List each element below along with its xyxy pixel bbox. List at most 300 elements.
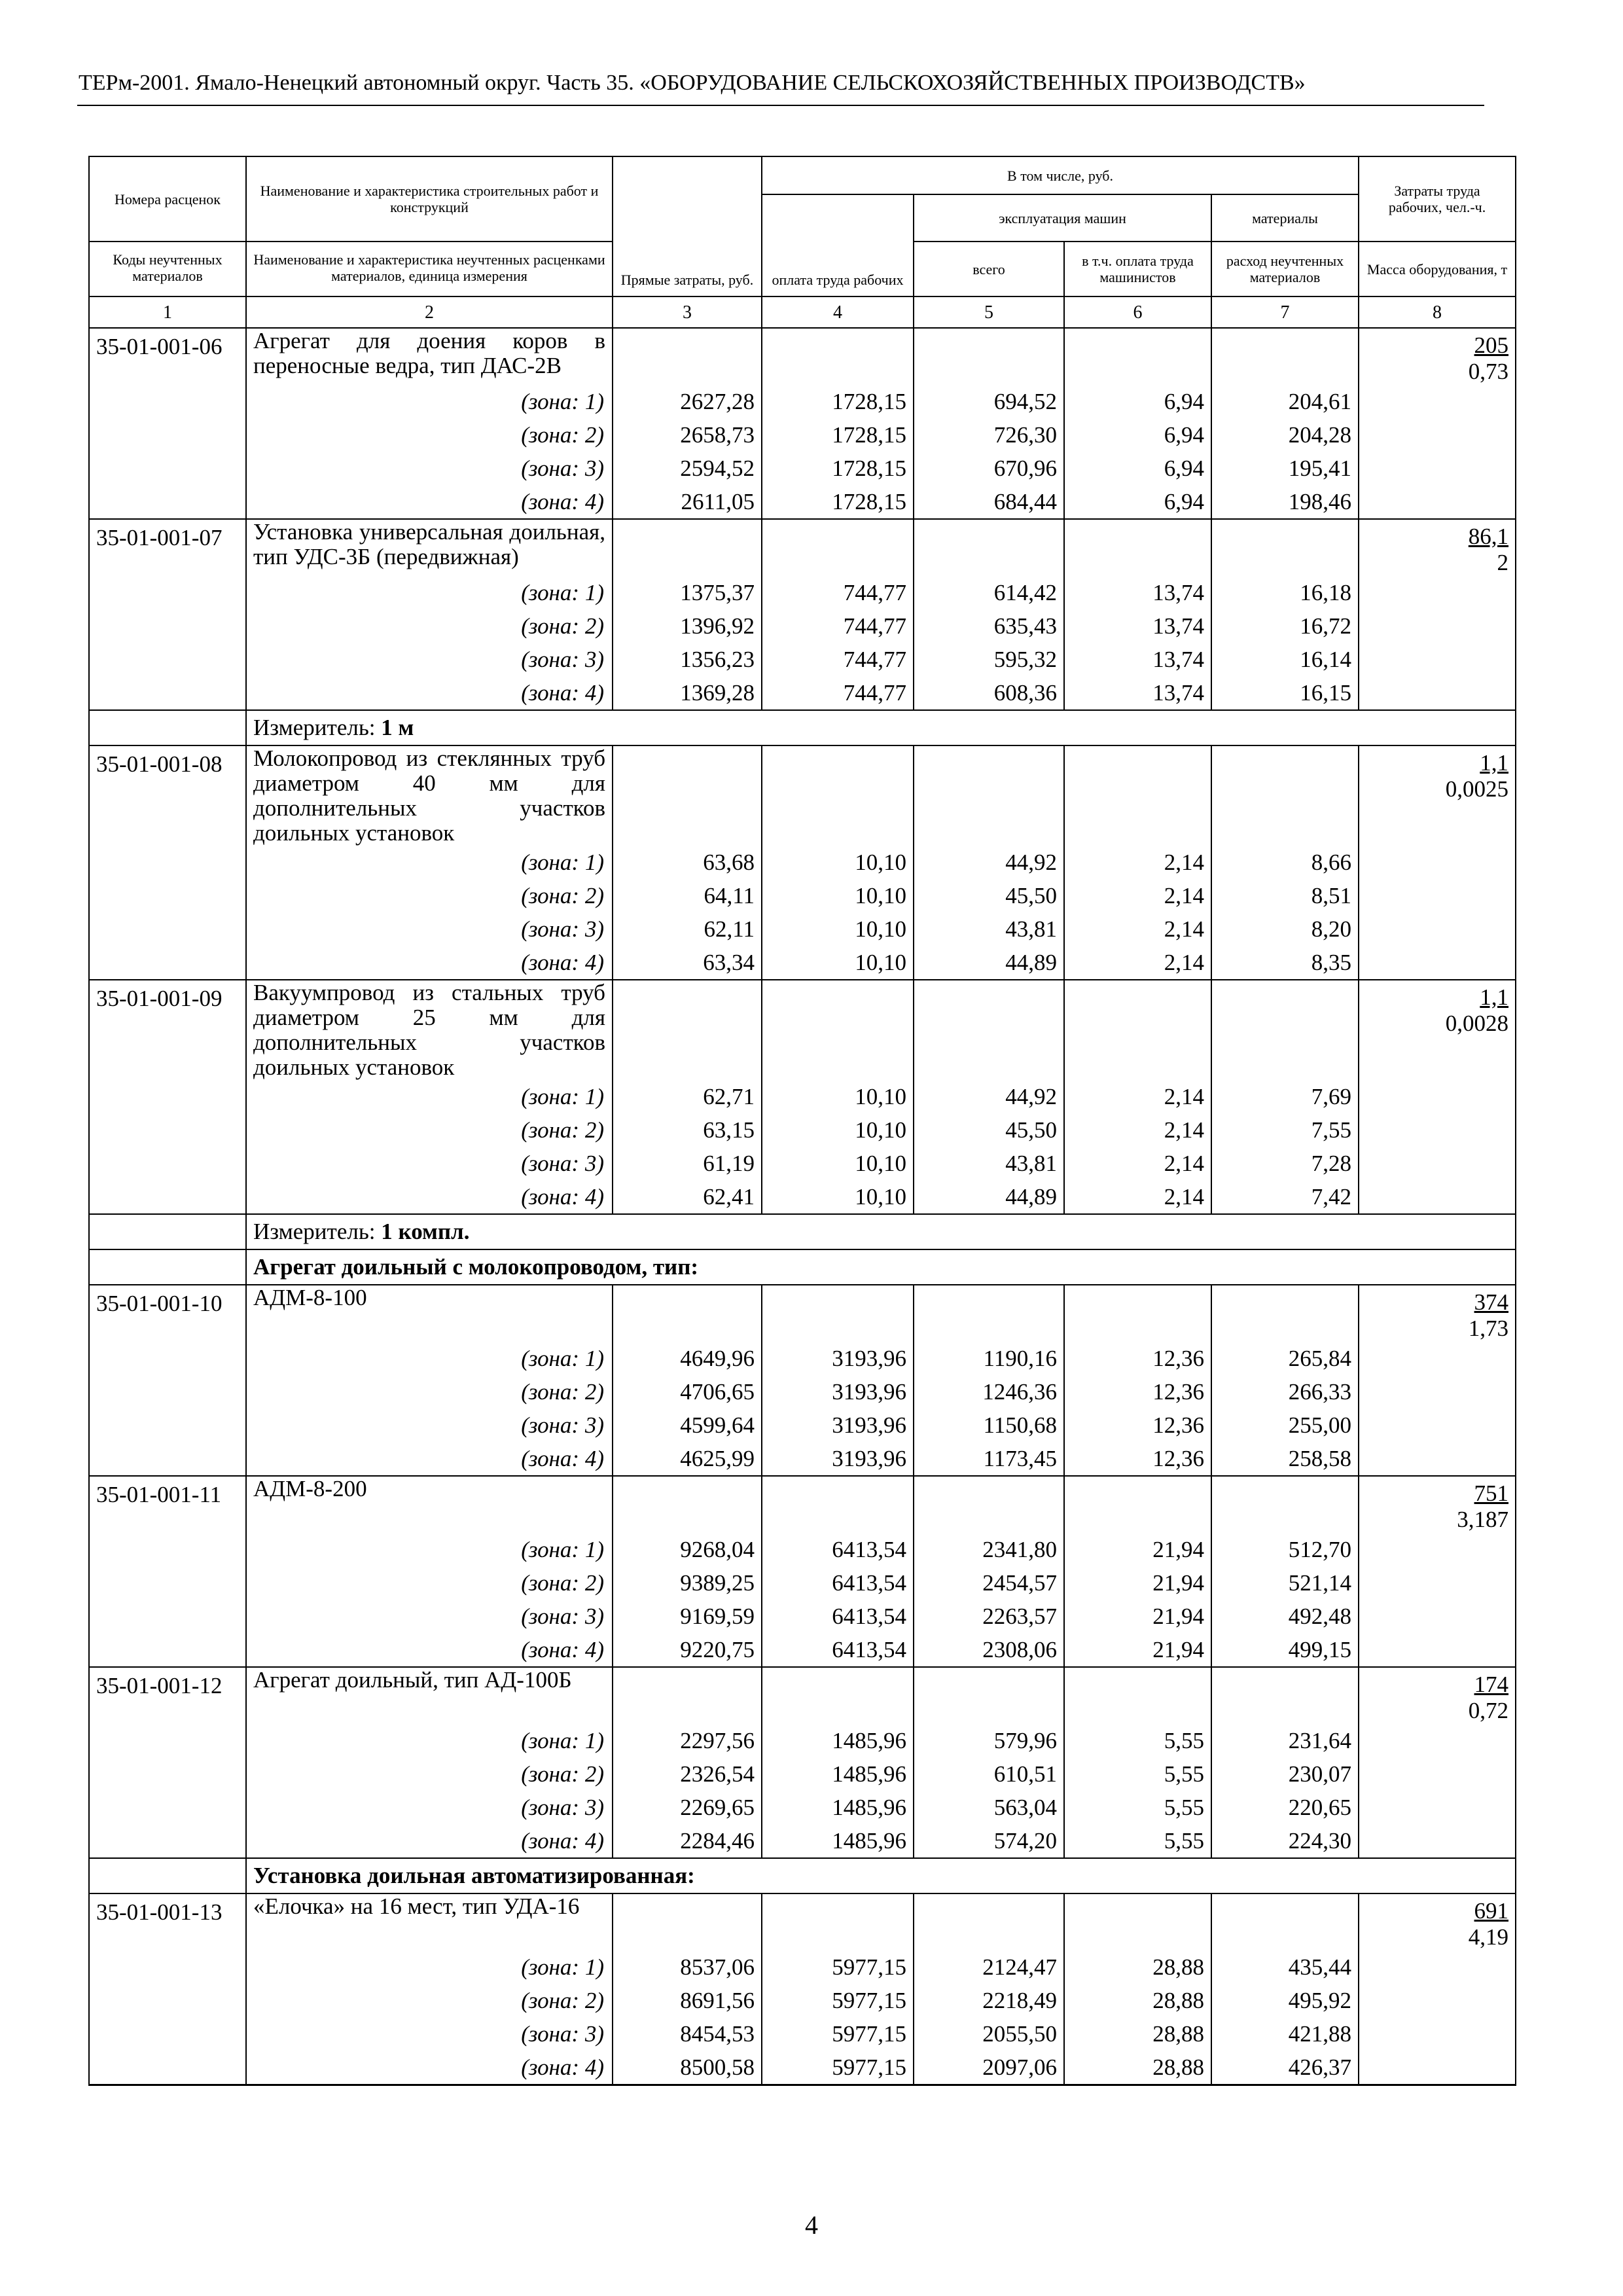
machines-total: 2308,06 [914, 1633, 1064, 1667]
empty-cell [1359, 1113, 1516, 1147]
empty-cell [613, 1285, 762, 1342]
empty-cell [1359, 485, 1516, 519]
empty-cell [1359, 676, 1516, 710]
zone-row [89, 1342, 1516, 1375]
operator-pay: 13,74 [1064, 609, 1211, 643]
machines-total: 2263,57 [914, 1600, 1064, 1633]
rate-name: Агрегат для доения коров в переносные ведра, тип ДАС-2В [246, 328, 613, 385]
labor-pay: 744,77 [762, 643, 914, 676]
labor-pay: 3193,96 [762, 1442, 914, 1476]
labor-pay: 744,77 [762, 576, 914, 609]
zone-label: (зона: 4) [246, 485, 613, 519]
section-label [246, 1249, 1516, 1285]
rates-table [88, 156, 1516, 2086]
empty-cell [89, 1375, 246, 1408]
section-row [89, 1858, 1516, 1893]
operator-pay: 28,88 [1064, 2051, 1211, 2085]
materials: 426,37 [1211, 2051, 1359, 2085]
operator-pay: 21,94 [1064, 1533, 1211, 1566]
machines-total: 610,51 [914, 1757, 1064, 1791]
empty-cell [89, 1442, 246, 1476]
empty-cell [1359, 1375, 1516, 1408]
empty-cell [914, 328, 1064, 385]
operator-pay: 12,36 [1064, 1442, 1211, 1476]
zone-row [89, 418, 1516, 452]
materials: 495,92 [1211, 1984, 1359, 2017]
machines-total: 43,81 [914, 912, 1064, 946]
empty-cell [89, 1408, 246, 1442]
empty-cell [1359, 1824, 1516, 1858]
empty-cell [1064, 328, 1211, 385]
labor-cost: 86,1 [1468, 524, 1509, 549]
equipment-mass: 3,187 [1457, 1507, 1509, 1532]
empty-cell [914, 1667, 1064, 1724]
equipment-mass: 4,19 [1468, 1924, 1509, 1950]
machines-total: 2097,06 [914, 2051, 1064, 2085]
empty-cell [1064, 519, 1211, 576]
empty-cell [1359, 946, 1516, 980]
zone-label: (зона: 2) [246, 1566, 613, 1600]
empty-cell [1359, 879, 1516, 912]
machines-total: 1150,68 [914, 1408, 1064, 1442]
labor-mass-fraction [1359, 1476, 1516, 1533]
empty-cell [89, 1633, 246, 1667]
zone-label: (зона: 1) [246, 1724, 613, 1757]
column-number: 6 [1064, 296, 1211, 328]
section-label [246, 1858, 1516, 1893]
operator-pay: 28,88 [1064, 1950, 1211, 1984]
direct-cost: 2658,73 [613, 418, 762, 452]
materials: 421,88 [1211, 2017, 1359, 2051]
labor-cost: 1,1 [1480, 984, 1509, 1010]
empty-cell [762, 328, 914, 385]
machines-total: 726,30 [914, 418, 1064, 452]
materials: 258,58 [1211, 1442, 1359, 1476]
direct-cost: 64,11 [613, 879, 762, 912]
group-title: Агрегат доильный с молокопроводом, тип: [253, 1254, 699, 1280]
zone-row [89, 1757, 1516, 1791]
rate-row [89, 328, 1516, 385]
materials: 7,69 [1211, 1080, 1359, 1113]
empty-cell [89, 1724, 246, 1757]
empty-cell [89, 1984, 246, 2017]
operator-pay: 6,94 [1064, 385, 1211, 418]
rate-name: Вакуумпровод из стальных труб диаметром 25 мм для дополнительных участков доильных установок [246, 980, 613, 1080]
labor-mass-fraction [1359, 745, 1516, 846]
machines-total: 1173,45 [914, 1442, 1064, 1476]
empty-cell [89, 946, 246, 980]
empty-cell [89, 676, 246, 710]
empty-cell [89, 1214, 246, 1249]
empty-cell [1359, 385, 1516, 418]
labor-pay: 10,10 [762, 912, 914, 946]
zone-row [89, 1791, 1516, 1824]
zone-row [89, 2051, 1516, 2085]
zone-label: (зона: 3) [246, 912, 613, 946]
zone-row [89, 946, 1516, 980]
machines-total: 614,42 [914, 576, 1064, 609]
empty-cell [1211, 745, 1359, 846]
labor-mass-fraction [1359, 1893, 1516, 1950]
materials: 204,28 [1211, 418, 1359, 452]
direct-cost: 8454,53 [613, 2017, 762, 2051]
rate-name: АДМ-8-100 [246, 1285, 613, 1342]
empty-cell [89, 1791, 246, 1824]
direct-cost: 2269,65 [613, 1791, 762, 1824]
machines-total: 635,43 [914, 609, 1064, 643]
direct-cost: 8500,58 [613, 2051, 762, 2085]
header-col1-bottom: Коды неучтенных материалов [89, 242, 246, 296]
header-col6: в т.ч. оплата труда машинистов [1064, 242, 1211, 296]
empty-cell [762, 519, 914, 576]
zone-label: (зона: 3) [246, 452, 613, 485]
materials: 204,61 [1211, 385, 1359, 418]
labor-pay: 10,10 [762, 946, 914, 980]
direct-cost: 4625,99 [613, 1442, 762, 1476]
rate-code: 35-01-001-12 [89, 1667, 246, 1724]
direct-cost: 2627,28 [613, 385, 762, 418]
materials: 435,44 [1211, 1950, 1359, 1984]
empty-cell [613, 1893, 762, 1950]
operator-pay: 5,55 [1064, 1791, 1211, 1824]
labor-pay: 1485,96 [762, 1791, 914, 1824]
materials: 224,30 [1211, 1824, 1359, 1858]
labor-mass-fraction [1359, 519, 1516, 576]
empty-cell [613, 1476, 762, 1533]
zone-row [89, 576, 1516, 609]
materials: 198,46 [1211, 485, 1359, 519]
column-number: 7 [1211, 296, 1359, 328]
labor-pay: 10,10 [762, 1080, 914, 1113]
operator-pay: 13,74 [1064, 576, 1211, 609]
equipment-mass: 0,73 [1468, 359, 1509, 384]
header-col5: всего [914, 242, 1064, 296]
zone-row [89, 1600, 1516, 1633]
zone-row [89, 1180, 1516, 1214]
empty-cell [1211, 1893, 1359, 1950]
rate-code: 35-01-001-11 [89, 1476, 246, 1533]
labor-pay: 744,77 [762, 676, 914, 710]
zone-row [89, 1080, 1516, 1113]
empty-cell [914, 519, 1064, 576]
operator-pay: 2,14 [1064, 1180, 1211, 1214]
machines-total: 44,89 [914, 946, 1064, 980]
zone-label: (зона: 4) [246, 1442, 613, 1476]
zone-row [89, 1375, 1516, 1408]
direct-cost: 63,68 [613, 846, 762, 879]
zone-label: (зона: 1) [246, 1533, 613, 1566]
direct-cost: 9169,59 [613, 1600, 762, 1633]
zone-label: (зона: 1) [246, 385, 613, 418]
labor-pay: 10,10 [762, 1147, 914, 1180]
column-number: 8 [1359, 296, 1516, 328]
zone-row [89, 912, 1516, 946]
rate-name: Установка универсальная доильная, тип УДС-3Б (передвижная) [246, 519, 613, 576]
zone-label: (зона: 4) [246, 2051, 613, 2085]
labor-pay: 3193,96 [762, 1408, 914, 1442]
header-including: В том числе, руб. [762, 156, 1359, 194]
zone-label: (зона: 1) [246, 1342, 613, 1375]
rate-row [89, 1476, 1516, 1533]
direct-cost: 2594,52 [613, 452, 762, 485]
machines-total: 563,04 [914, 1791, 1064, 1824]
zone-row [89, 1113, 1516, 1147]
zone-row [89, 643, 1516, 676]
machines-total: 694,52 [914, 385, 1064, 418]
machines-total: 44,92 [914, 846, 1064, 879]
labor-pay: 3193,96 [762, 1375, 914, 1408]
labor-pay: 10,10 [762, 1180, 914, 1214]
page-header: ТЕРм-2001. Ямало-Ненецкий автономный округ. Часть 35. «ОБОРУДОВАНИЕ СЕЛЬСКОХОЗЯЙСТВЕННЫХ ПРОИЗВОДСТВ» [79, 71, 1306, 95]
machines-total: 44,89 [914, 1180, 1064, 1214]
materials: 16,18 [1211, 576, 1359, 609]
empty-cell [89, 576, 246, 609]
zone-row [89, 676, 1516, 710]
labor-pay: 5977,15 [762, 2051, 914, 2085]
empty-cell [89, 1566, 246, 1600]
zone-row [89, 879, 1516, 912]
table-body [89, 328, 1516, 2085]
meter-value: 1 компл. [381, 1219, 470, 1244]
empty-cell [762, 1476, 914, 1533]
materials: 499,15 [1211, 1633, 1359, 1667]
zone-label: (зона: 2) [246, 879, 613, 912]
header-rule [77, 105, 1484, 106]
empty-cell [1359, 1791, 1516, 1824]
zone-label: (зона: 3) [246, 1791, 613, 1824]
empty-cell [613, 328, 762, 385]
zone-label: (зона: 3) [246, 1408, 613, 1442]
empty-cell [1359, 1600, 1516, 1633]
zone-label: (зона: 2) [246, 418, 613, 452]
empty-cell [1064, 1893, 1211, 1950]
zone-row [89, 1147, 1516, 1180]
page-number: 4 [805, 2210, 818, 2240]
zone-label: (зона: 4) [246, 946, 613, 980]
operator-pay: 12,36 [1064, 1375, 1211, 1408]
operator-pay: 6,94 [1064, 418, 1211, 452]
meter-value: 1 м [381, 715, 414, 740]
empty-cell [1064, 980, 1211, 1080]
zone-row [89, 452, 1516, 485]
empty-cell [89, 1147, 246, 1180]
labor-mass-fraction [1359, 328, 1516, 385]
equipment-mass: 0,72 [1468, 1698, 1509, 1723]
empty-cell [89, 2051, 246, 2085]
section-label [246, 1214, 1516, 1249]
operator-pay: 2,14 [1064, 1113, 1211, 1147]
operator-pay: 21,94 [1064, 1633, 1211, 1667]
labor-pay: 6413,54 [762, 1533, 914, 1566]
empty-cell [1359, 1724, 1516, 1757]
empty-cell [1211, 1285, 1359, 1342]
empty-cell [762, 745, 914, 846]
empty-cell [613, 745, 762, 846]
zone-label: (зона: 2) [246, 1757, 613, 1791]
labor-cost: 751 [1474, 1480, 1509, 1506]
labor-pay: 6413,54 [762, 1600, 914, 1633]
zone-label: (зона: 2) [246, 1984, 613, 2017]
rate-code: 35-01-001-08 [89, 745, 246, 846]
operator-pay: 28,88 [1064, 1984, 1211, 2017]
empty-cell [914, 1285, 1064, 1342]
zone-label: (зона: 1) [246, 1950, 613, 1984]
machines-total: 44,92 [914, 1080, 1064, 1113]
header-col2-bottom: Наименование и характеристика неучтенных расценками материалов, единица измерения [246, 242, 613, 296]
empty-cell [1064, 1285, 1211, 1342]
zone-label: (зона: 4) [246, 676, 613, 710]
empty-cell [1359, 576, 1516, 609]
labor-cost: 174 [1474, 1672, 1509, 1697]
empty-cell [1359, 1757, 1516, 1791]
machines-total: 574,20 [914, 1824, 1064, 1858]
machines-total: 595,32 [914, 643, 1064, 676]
empty-cell [1359, 609, 1516, 643]
empty-cell [89, 1342, 246, 1375]
empty-cell [762, 980, 914, 1080]
machines-total: 1246,36 [914, 1375, 1064, 1408]
meter-label: Измеритель: [253, 1219, 376, 1244]
materials: 16,15 [1211, 676, 1359, 710]
labor-pay: 6413,54 [762, 1566, 914, 1600]
empty-cell [89, 1080, 246, 1113]
empty-cell [89, 1113, 246, 1147]
column-number: 5 [914, 296, 1064, 328]
empty-cell [1359, 452, 1516, 485]
zone-row [89, 1824, 1516, 1858]
header-col8-bottom: Масса оборудования, т [1359, 242, 1516, 296]
empty-cell [613, 519, 762, 576]
equipment-mass: 0,0025 [1445, 776, 1509, 802]
labor-pay: 5977,15 [762, 2017, 914, 2051]
empty-cell [89, 710, 246, 745]
labor-pay: 744,77 [762, 609, 914, 643]
labor-pay: 1485,96 [762, 1724, 914, 1757]
empty-cell [1359, 912, 1516, 946]
direct-cost: 1356,23 [613, 643, 762, 676]
direct-cost: 9268,04 [613, 1533, 762, 1566]
zone-row [89, 1442, 1516, 1476]
direct-cost: 4599,64 [613, 1408, 762, 1442]
machines-total: 579,96 [914, 1724, 1064, 1757]
empty-cell [1359, 1984, 1516, 2017]
rate-code: 35-01-001-06 [89, 328, 246, 385]
labor-pay: 6413,54 [762, 1633, 914, 1667]
header-col1-top: Номера расценок [89, 156, 246, 242]
direct-cost: 1369,28 [613, 676, 762, 710]
machines-total: 670,96 [914, 452, 1064, 485]
empty-cell [1359, 2017, 1516, 2051]
operator-pay: 5,55 [1064, 1824, 1211, 1858]
operator-pay: 13,74 [1064, 676, 1211, 710]
empty-cell [1359, 1342, 1516, 1375]
empty-cell [1359, 1080, 1516, 1113]
direct-cost: 2284,46 [613, 1824, 762, 1858]
section-row [89, 1214, 1516, 1249]
materials: 492,48 [1211, 1600, 1359, 1633]
direct-cost: 62,11 [613, 912, 762, 946]
rate-row [89, 1893, 1516, 1950]
zone-label: (зона: 3) [246, 1600, 613, 1633]
operator-pay: 2,14 [1064, 912, 1211, 946]
rate-name: «Елочка» на 16 мест, тип УДА-16 [246, 1893, 613, 1950]
empty-cell [89, 643, 246, 676]
direct-cost: 4649,96 [613, 1342, 762, 1375]
zone-label: (зона: 2) [246, 609, 613, 643]
header-machines: эксплуатация машин [914, 194, 1211, 242]
operator-pay: 12,36 [1064, 1408, 1211, 1442]
machines-total: 2218,49 [914, 1984, 1064, 2017]
zone-row [89, 2017, 1516, 2051]
rate-code: 35-01-001-09 [89, 980, 246, 1080]
zone-label: (зона: 4) [246, 1824, 613, 1858]
rate-row [89, 980, 1516, 1080]
operator-pay: 28,88 [1064, 2017, 1211, 2051]
zone-label: (зона: 4) [246, 1633, 613, 1667]
rate-code: 35-01-001-10 [89, 1285, 246, 1342]
rate-row [89, 1285, 1516, 1342]
zone-row [89, 1950, 1516, 1984]
operator-pay: 2,14 [1064, 946, 1211, 980]
empty-cell [89, 2017, 246, 2051]
direct-cost: 62,41 [613, 1180, 762, 1214]
empty-cell [1211, 1476, 1359, 1533]
column-number: 2 [246, 296, 613, 328]
zone-row [89, 1984, 1516, 2017]
empty-cell [1211, 519, 1359, 576]
direct-cost: 8691,56 [613, 1984, 762, 2017]
zone-label: (зона: 3) [246, 1147, 613, 1180]
labor-pay: 3193,96 [762, 1342, 914, 1375]
direct-cost: 63,34 [613, 946, 762, 980]
materials: 16,14 [1211, 643, 1359, 676]
labor-cost: 691 [1474, 1898, 1509, 1924]
labor-mass-fraction [1359, 1285, 1516, 1342]
rate-row [89, 745, 1516, 846]
zone-label: (зона: 3) [246, 643, 613, 676]
header-col4: оплата труда рабочих [762, 194, 914, 296]
equipment-mass: 0,0028 [1445, 1011, 1509, 1036]
column-number: 4 [762, 296, 914, 328]
labor-pay: 5977,15 [762, 1950, 914, 1984]
header-col7: расход неучтенных материалов [1211, 242, 1359, 296]
labor-mass-fraction [1359, 1667, 1516, 1724]
empty-cell [1359, 643, 1516, 676]
header-col8-top: Затраты труда рабочих, чел.-ч. [1359, 156, 1516, 242]
direct-cost: 2611,05 [613, 485, 762, 519]
materials: 7,55 [1211, 1113, 1359, 1147]
direct-cost: 61,19 [613, 1147, 762, 1180]
zone-label: (зона: 1) [246, 576, 613, 609]
section-label [246, 710, 1516, 745]
empty-cell [89, 846, 246, 879]
labor-pay: 1728,15 [762, 452, 914, 485]
machines-total: 608,36 [914, 676, 1064, 710]
labor-pay: 10,10 [762, 846, 914, 879]
empty-cell [613, 980, 762, 1080]
equipment-mass: 2 [1497, 550, 1509, 575]
direct-cost: 2326,54 [613, 1757, 762, 1791]
direct-cost: 9220,75 [613, 1633, 762, 1667]
direct-cost: 8537,06 [613, 1950, 762, 1984]
empty-cell [1211, 328, 1359, 385]
operator-pay: 21,94 [1064, 1600, 1211, 1633]
labor-pay: 10,10 [762, 879, 914, 912]
machines-total: 1190,16 [914, 1342, 1064, 1375]
empty-cell [89, 385, 246, 418]
empty-cell [89, 1249, 246, 1285]
operator-pay: 2,14 [1064, 1080, 1211, 1113]
